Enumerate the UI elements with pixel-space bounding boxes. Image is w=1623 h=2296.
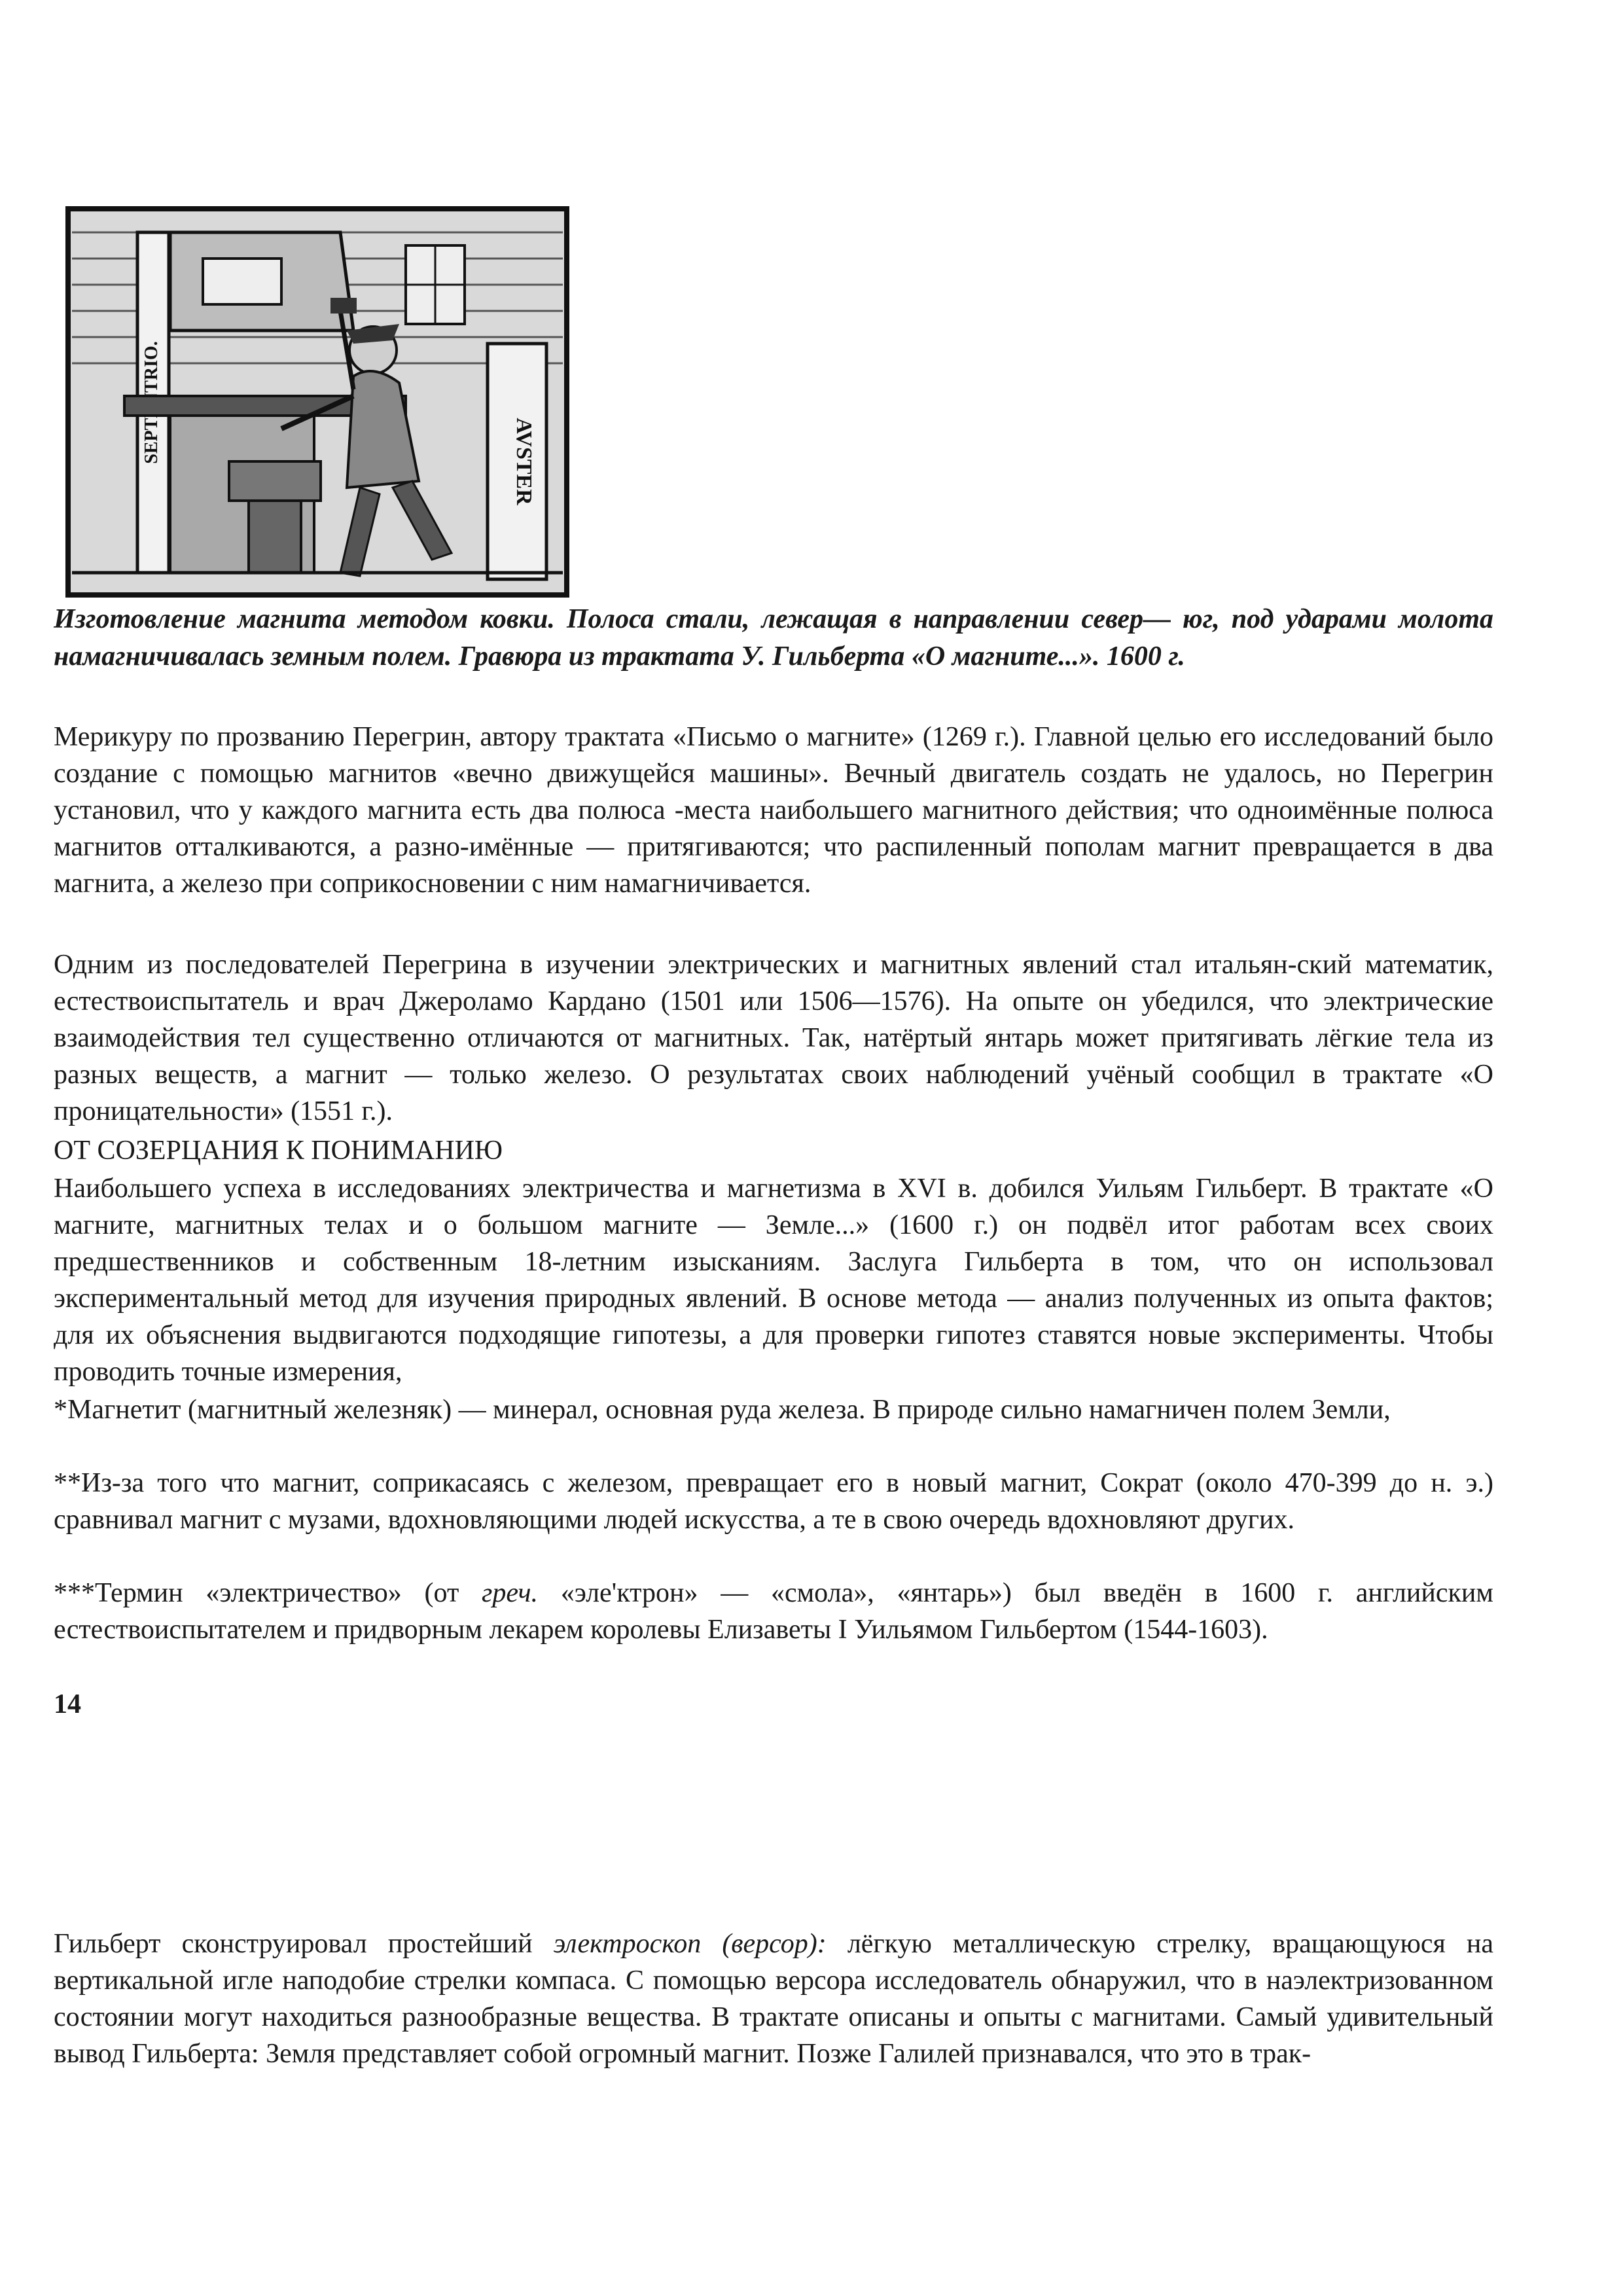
paragraph-versorium-italic: электроскоп (версор): [553, 1929, 827, 1959]
engraving-figure [65, 206, 569, 598]
engraving-blacksmith-magnet-illustration-icon [65, 206, 569, 598]
paragraph-gilbert: Наибольшего успеха в исследованиях электричества и магнетизма в XVI в. добился Уильям Гильберт. В трактате «О магните, магнитных телах и о большом магните — Земле...» (1600 г.) он подвёл итог работам всех своих предшественников и собственным 18-летним изысканиям. Заслуга Гильберта в том, что он использовал экспериментальный метод для изучения природных явлений. В основе метода — анализ полученных из опыта фактов; для их объяснения выдвигаются подходящие гипотезы, а для проверки гипотез ставятся новые эксперименты. Чтобы проводить точные измерения, [54, 1174, 1493, 1387]
footnote-electricity-term [54, 1575, 1493, 1648]
footnote-electricity-italic: греч. [482, 1578, 539, 1608]
figure-caption: Изготовление магнита методом ковки. Полоса стали, лежащая в направлении север— юг, под ударами молота намагничивалась земным полем. Гравюра из трактата У. Гильберта «О магните...». 1600 г. [54, 604, 1493, 672]
footnote-electricity-after: «эле'ктрон» — «смола», «янтарь») был введён в 1600 г. английским естествоиспытателем и придворным лекарем королевы Елизаветы I Уильямом Гильбертом (1544-1603). [54, 1578, 1493, 1645]
paragraph-versorium-after: лёгкую металлическую стрелку, вращающуюся на вертикальной игле наподобие стрелки компаса. С помощью версора исследователь обнаружил, что в наэлектризованном состоянии могут находиться разнообразные вещества. В трактате описаны и опыты с магнитами. Самый удивительный вывод Гильберта: Земля представляет собой огромный магнит. Позже Галилей признавался, что это в трак- [54, 1929, 1494, 2069]
paragraph-versorium [54, 1926, 1493, 2072]
footnote-socrates: **Из-за того что магнит, соприкасаясь с железом, превращает его в новый магнит, Сократ (около 470-399 до н. э.) сравнивал магнит с музами, вдохновляющими людей искусства, а те в свою очередь вдохновляют других. [54, 1468, 1493, 1535]
figure-label-right: AVSTER [512, 418, 536, 505]
paragraph-peregrinus: Мерикуру по прозванию Перегрин, автору трактата «Письмо о магните» (1269 г.). Главной целью его исследований было создание с помощью магнитов «вечно движущейся машины». Вечный двигатель создать не удалось, но Перегрин установил, что у каждого магнита есть два полюса -места наибольшего магнитного действия; что одноимённые полюса магнитов отталкиваются, а разно-имённые — притягиваются; что распиленный пополам магнит превращается в два магнита, а железо при соприкосновении с ним намагничивается. [54, 722, 1493, 899]
footnote-magnetite: *Магнетит (магнитный железняк) — минерал, основная руда железа. В природе сильно намагничен полем Земли, [54, 1395, 1391, 1425]
paragraph-versorium-before: Гильберт сконструировал простейший [54, 1929, 554, 1959]
section-heading: ОТ СОЗЕРЦАНИЯ К ПОНИМАНИЮ [54, 1136, 503, 1166]
footnote-electricity-before: ***Термин «электричество» (от [54, 1578, 482, 1608]
paragraph-cardano: Одним из последователей Перегрина в изучении электрических и магнитных явлений стал итальян-ский математик, естествоиспытатель и врач Джероламо Кардано (1501 или 1506—1576). На опыте он убедился, что электрические взаимодействия тел существенно отличаются от магнитных. Так, натёртый янтарь может притягивать лёгкие тела из разных веществ, а магнит — только железо. О результатах своих наблюдений учёный сообщил в трактате «О проницательности» (1551 г.). [54, 950, 1493, 1126]
page-number: 14 [54, 1689, 81, 1719]
